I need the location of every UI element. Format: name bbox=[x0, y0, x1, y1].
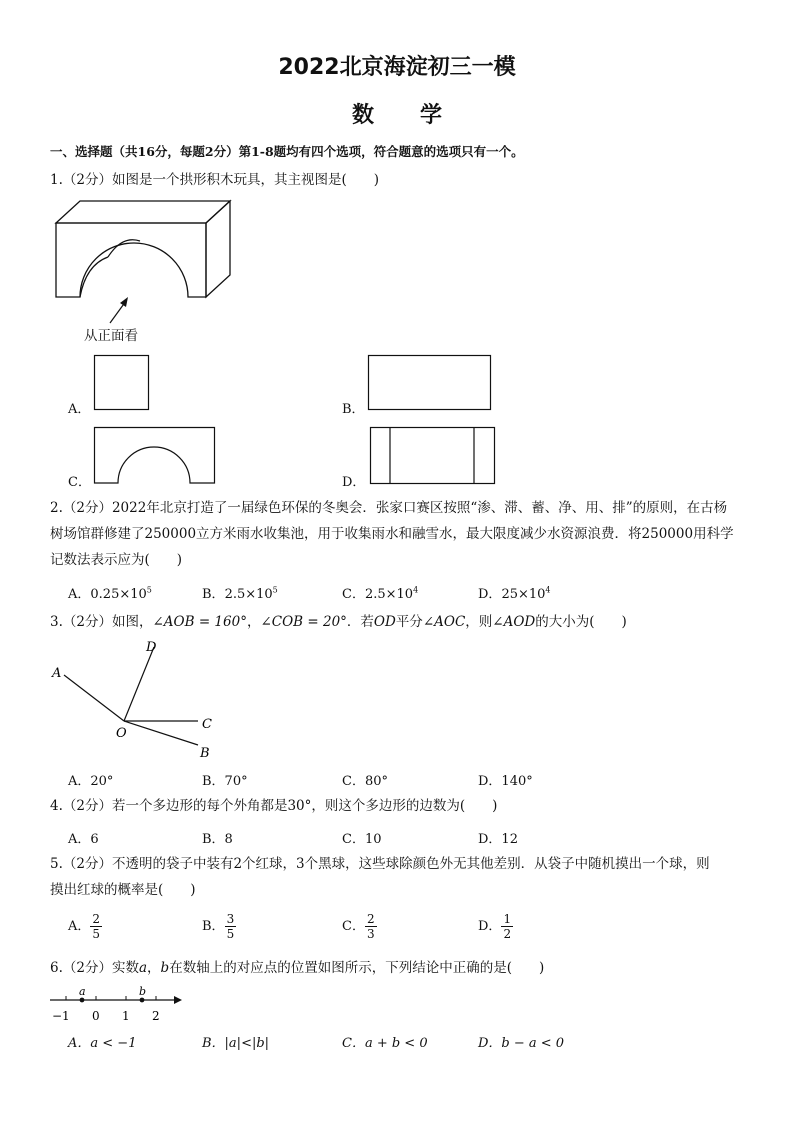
q3-option-d: D．140° bbox=[478, 774, 533, 789]
q5-line-1: 5.（2分）不透明的袋子中装有2个红球，3个黑球，这些球除颜色外无其他差别．从袋子中随机摸出一个球，则 bbox=[50, 856, 710, 872]
q6-option-d: D．b − a < 0 bbox=[478, 1036, 565, 1051]
q3-angle-figure bbox=[46, 635, 226, 765]
q2-option-d: D．$25\times 10^4$ bbox=[478, 585, 551, 602]
q4-option-c: C．10 bbox=[342, 832, 382, 847]
tick-label-0: 0 bbox=[92, 1009, 100, 1023]
q5-option-b: B． $\frac{3}{5}$ bbox=[202, 912, 235, 941]
q5-line-2: 摸出红球的概率是( ) bbox=[50, 882, 196, 898]
q1-option-d-rectangle-lines bbox=[370, 427, 496, 485]
q3-option-c: C．80° bbox=[342, 774, 388, 789]
page-title: 2022北京海淀初三一模 bbox=[278, 55, 516, 80]
tick-label-2: 2 bbox=[152, 1009, 160, 1023]
q4-option-a: A．6 bbox=[68, 832, 99, 847]
q1-option-d-label: D． bbox=[342, 475, 366, 490]
q5-option-d: D． $\frac{1}{2}$ bbox=[478, 912, 512, 941]
q1-arch-block-figure bbox=[50, 195, 250, 345]
section-heading: 一、选择题（共16分，每题2分）第1-8题均有四个选项，符合题意的选项只有一个。 bbox=[50, 144, 524, 159]
q1-option-b-label: B． bbox=[342, 402, 365, 417]
q1-figure-caption: 从正面看 bbox=[84, 328, 138, 344]
q4-option-d: D．12 bbox=[478, 832, 518, 847]
q6-option-b: B．|a|<|b| bbox=[202, 1036, 270, 1051]
q4-option-b: B．8 bbox=[202, 832, 233, 847]
q3-label-c: C bbox=[202, 717, 212, 732]
q6-option-c: C．a + b < 0 bbox=[342, 1036, 428, 1051]
q3-stem: 3.（2分）如图，∠AOB = 160°，∠COB = 20°．若OD平分∠AOC，则∠AOD的大小为( ) bbox=[50, 614, 627, 630]
q3-label-d: D bbox=[146, 640, 157, 655]
point-b-label: b bbox=[139, 985, 147, 998]
point-a-label: a bbox=[79, 985, 86, 998]
q2-option-c: C．$2.5\times 10^4$ bbox=[342, 585, 419, 602]
q6-option-a: A．a < −1 bbox=[68, 1036, 137, 1051]
q1-option-c-arch bbox=[94, 427, 216, 485]
q5-option-c: C． $\frac{2}{3}$ bbox=[342, 912, 375, 941]
q1-option-a-square bbox=[94, 355, 150, 411]
q3-label-b: B bbox=[200, 746, 210, 761]
q2-line-2: 树场馆群修建了250000立方米雨水收集池，用于收集雨水和融雪水，最大限度减少水资源浪费．将250000用科学 bbox=[50, 526, 734, 542]
q4-stem: 4.（2分）若一个多边形的每个外角都是30°，则这个多边形的边数为( ) bbox=[50, 798, 498, 814]
q1-option-c-label: C． bbox=[68, 475, 91, 490]
q3-label-a: A bbox=[52, 666, 62, 681]
q3-option-b: B．70° bbox=[202, 774, 248, 789]
tick-label-1: 1 bbox=[122, 1009, 130, 1023]
q6-stem: 6.（2分）实数a，b在数轴上的对应点的位置如图所示，下列结论中正确的是( ) bbox=[50, 960, 545, 976]
q5-option-a: A． $\frac{2}{5}$ bbox=[68, 912, 101, 941]
q1-option-b-rectangle bbox=[368, 355, 492, 411]
q1-option-a-label: A． bbox=[68, 402, 91, 417]
point-b bbox=[140, 998, 145, 1003]
q3-option-a: A．20° bbox=[68, 774, 114, 789]
q2-line-1: 2.（2分）2022年北京打造了一届绿色环保的冬奥会．张家口赛区按照“渗、滞、蓄、净、用、排”的原则，在古杨 bbox=[50, 500, 728, 516]
q2-option-a: A．$0.25\times 10^5$ bbox=[68, 585, 152, 602]
q2-option-b: B．$2.5\times 10^5$ bbox=[202, 585, 278, 602]
q3-label-o: O bbox=[116, 726, 127, 741]
subject-title: 数学 bbox=[351, 103, 488, 128]
q6-number-line bbox=[50, 985, 190, 1025]
q1-stem: 1.（2分）如图是一个拱形积木玩具，其主视图是( ) bbox=[50, 172, 380, 188]
point-a bbox=[80, 998, 85, 1003]
q2-line-3: 记数法表示应为( ) bbox=[50, 552, 183, 568]
tick-label-minus-1: −1 bbox=[52, 1009, 70, 1023]
